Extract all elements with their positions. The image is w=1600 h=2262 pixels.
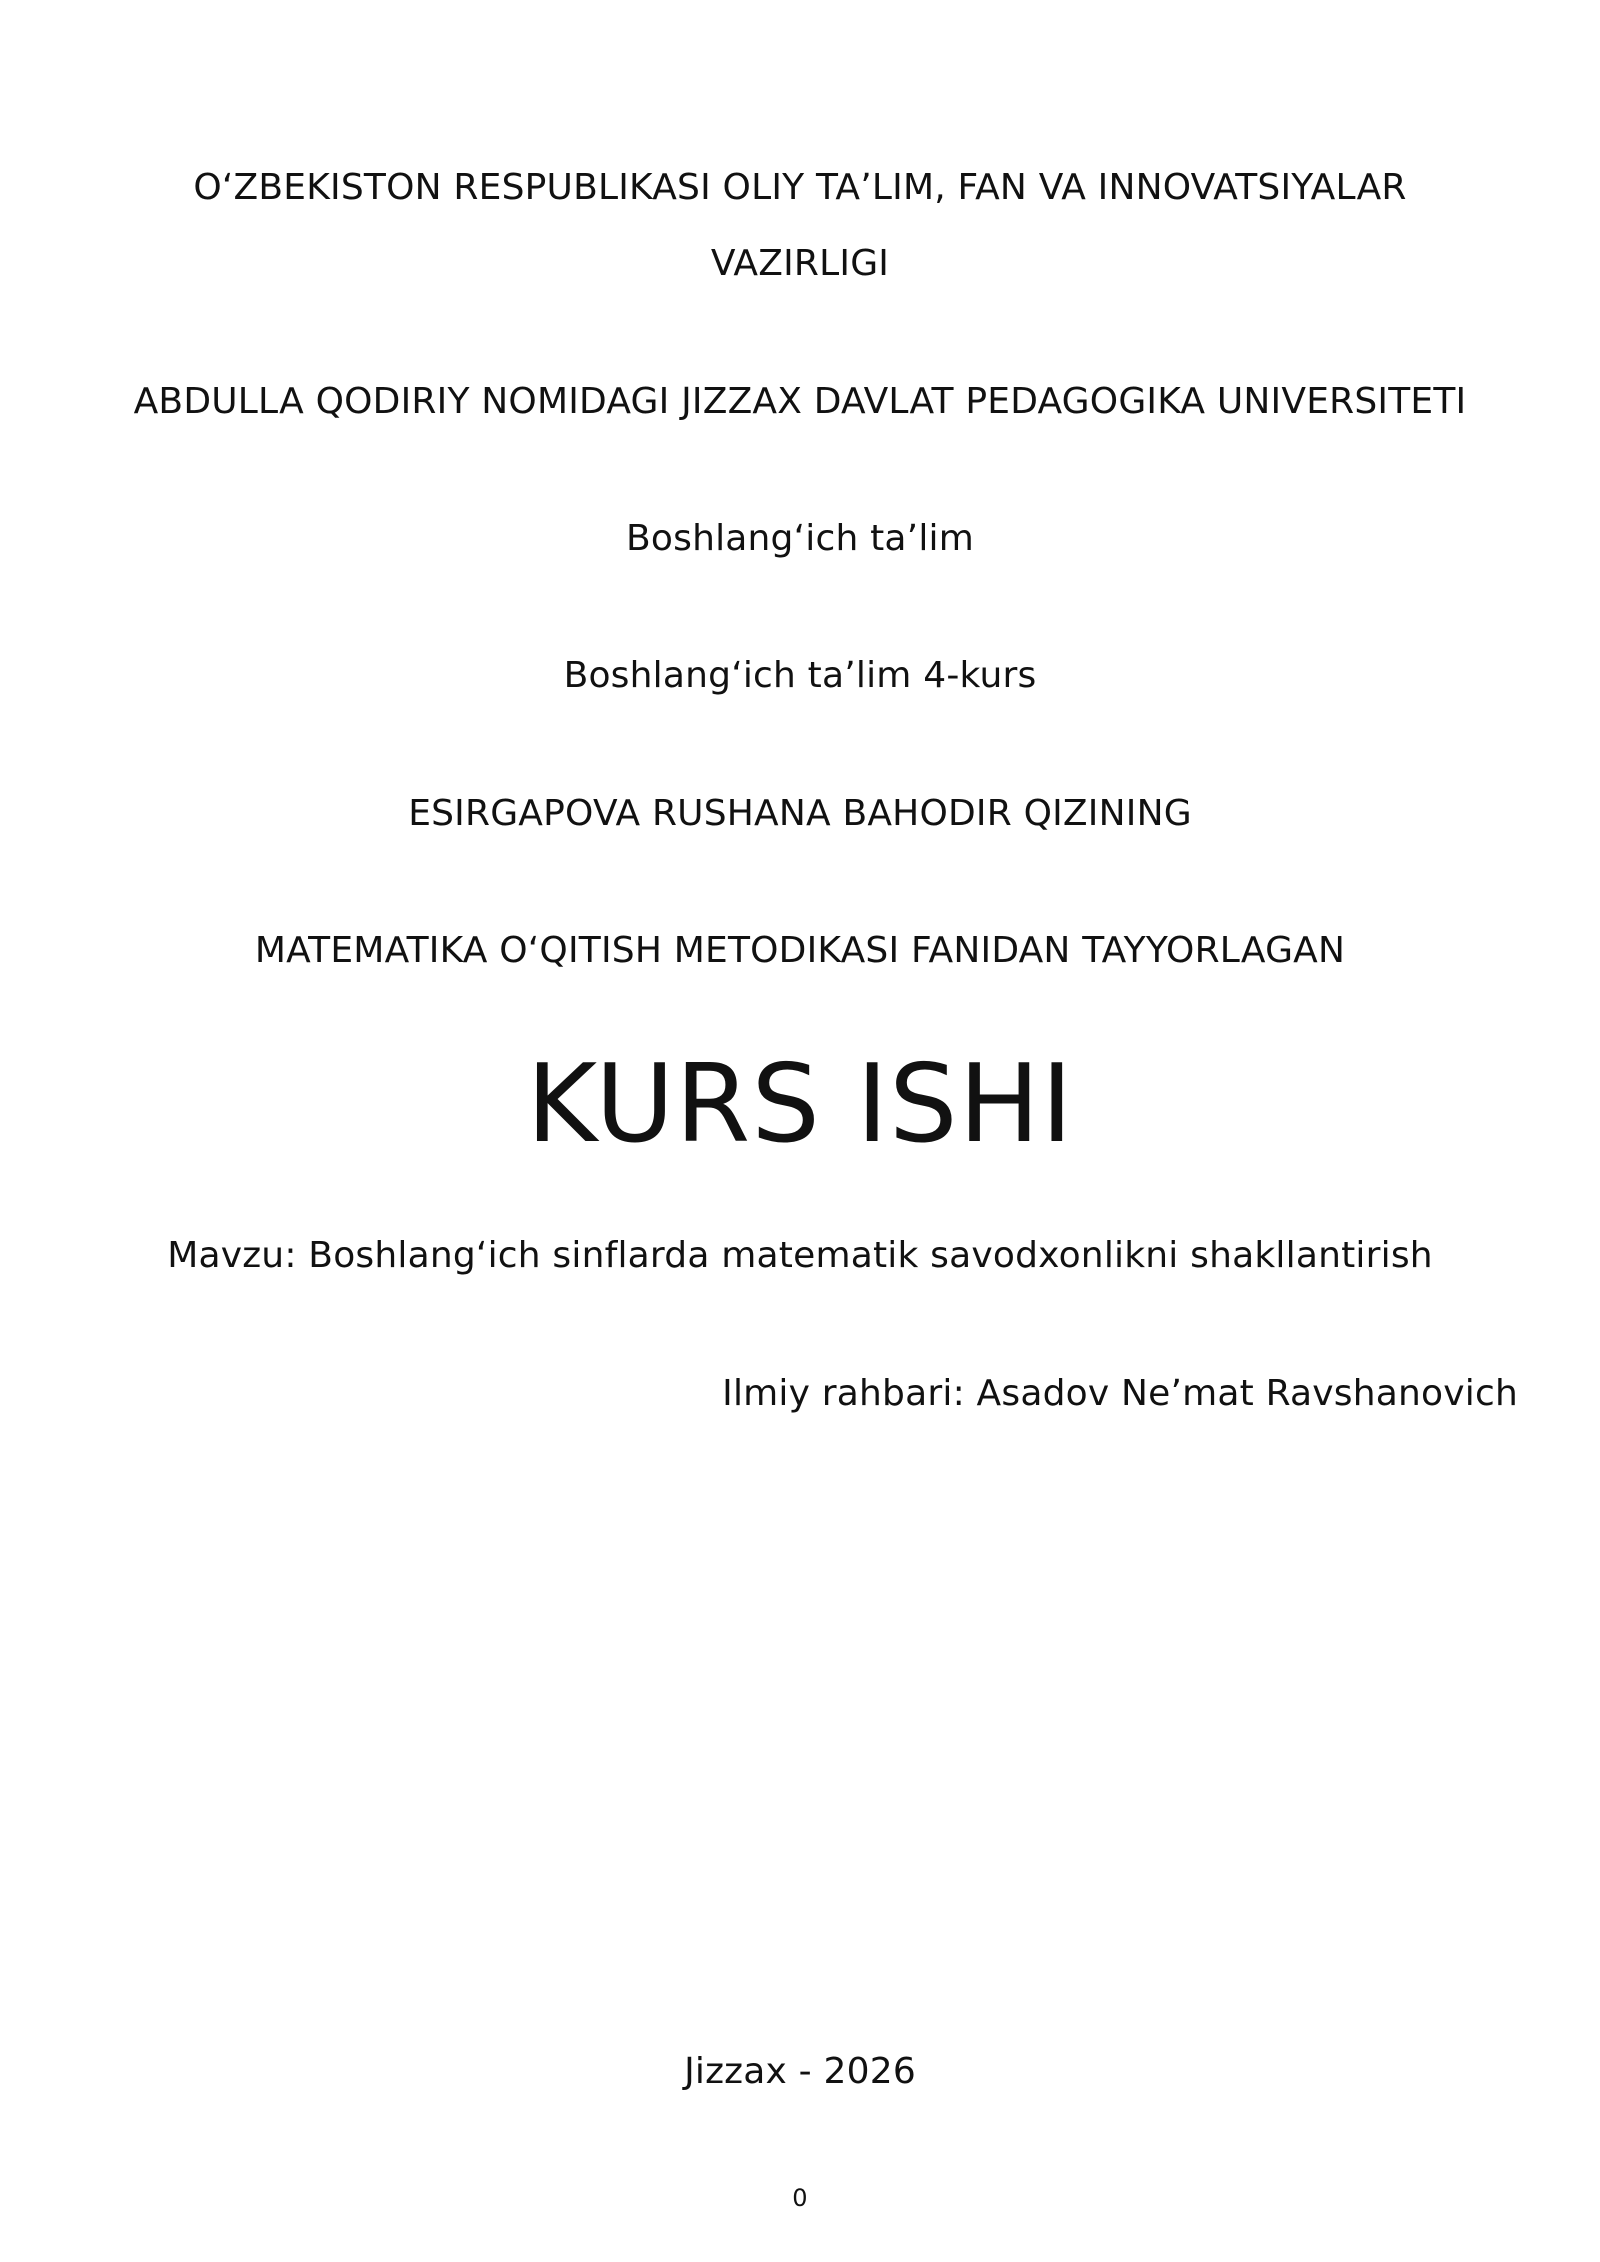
document-title: KURS ISHI	[526, 1042, 1074, 1167]
student-name: ESIRGAPOVA RUSHANA BAHODIR QIZINING	[408, 793, 1192, 834]
ministry-line-2: VAZIRLIGI	[710, 243, 890, 284]
department-name: Boshlang‘ich ta’lim	[625, 518, 974, 559]
university-name: ABDULLA QODIRIY NOMIDAGI JIZZAX DAVLAT PEDAGOGIKA UNIVERSITETI	[133, 381, 1467, 422]
ministry-line-1: O‘ZBEKISTON RESPUBLIKASI OLIY TA’LIM, FAN VA INNOVATSIYALAR	[193, 167, 1407, 208]
page-number: 0	[792, 2184, 808, 2212]
place-year: Jizzax - 2026	[684, 2051, 916, 2092]
course-name: Boshlang‘ich ta’lim 4-kurs	[563, 655, 1037, 696]
subject-line: MATEMATIKA O‘QITISH METODIKASI FANIDAN TAYYORLAGAN	[254, 930, 1346, 971]
supervisor-line: Ilmiy rahbari: Asadov Ne’mat Ravshanovich	[722, 1373, 1518, 1414]
topic-line: Mavzu: Boshlang‘ich sinflarda matematik savodxonlikni shakllantirish	[167, 1235, 1433, 1276]
